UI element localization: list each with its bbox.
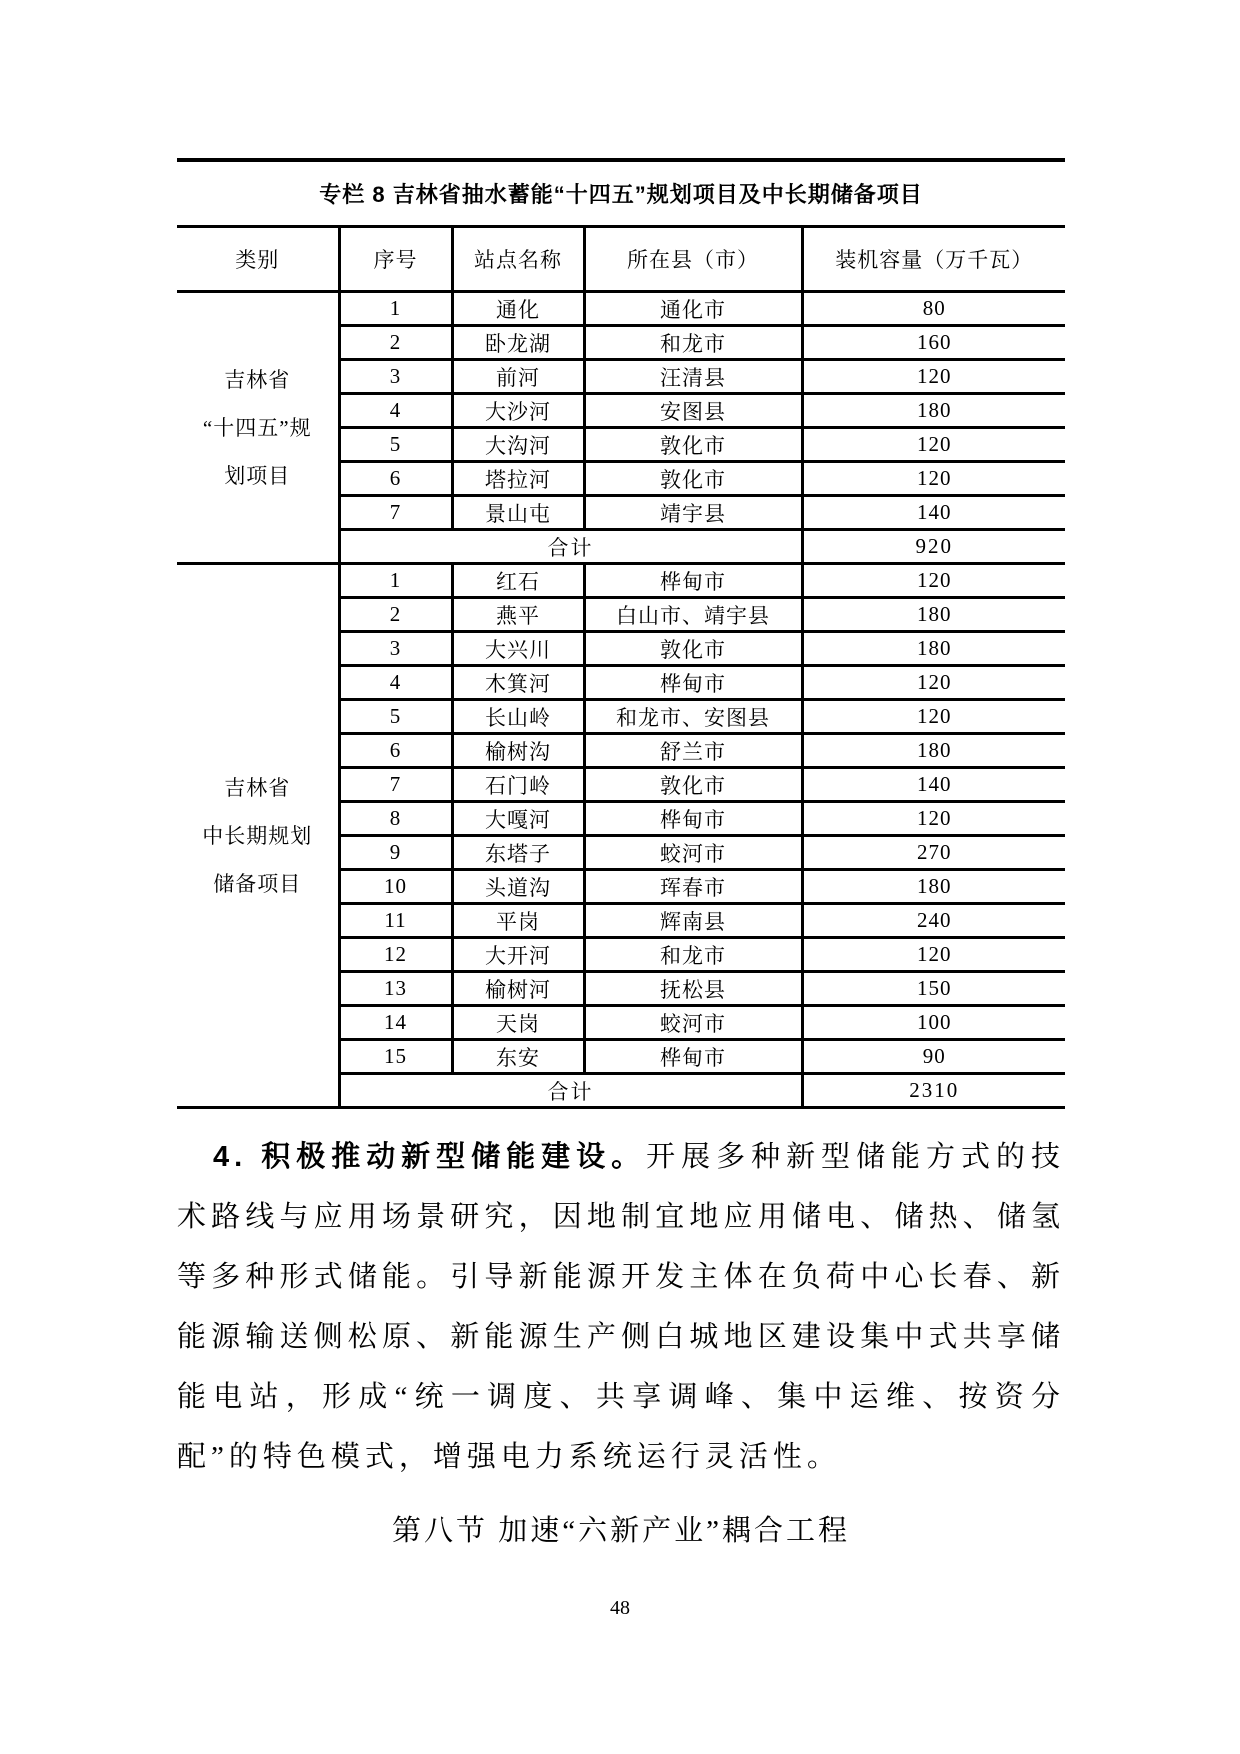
page-number: 48 (610, 1597, 630, 1619)
total-value-cell: 2310 (802, 1074, 1065, 1108)
county-cell: 敦化市 (584, 632, 802, 666)
capacity-cell: 100 (802, 1006, 1065, 1040)
paragraph-body: 开展多种新型储能方式的技术路线与应用场景研究，因地制宜地应用储电、储热、储氢等多种形式储能。引导新能源开发主体在负荷中心长春、新能源输送侧松原、新能源生产侧白城地区建设集中式共享储能电站，形成“统一调度、共享调峰、集中运维、按资分配”的特色模式，增强电力系统运行灵活性。 (177, 1141, 1065, 1473)
row-index-cell: 4 (339, 666, 452, 700)
station-name-cell: 通化 (452, 292, 584, 326)
station-name-cell: 木箕河 (452, 666, 584, 700)
category-line: 储备项目 (213, 871, 302, 896)
row-index-cell: 5 (339, 428, 452, 462)
county-cell: 敦化市 (584, 462, 802, 496)
station-name-cell: 大嘎河 (452, 802, 584, 836)
station-name-cell: 大兴川 (452, 632, 584, 666)
capacity-cell: 180 (802, 734, 1065, 768)
row-index-cell: 8 (339, 802, 452, 836)
station-name-cell: 榆树河 (452, 972, 584, 1006)
county-cell: 舒兰市 (584, 734, 802, 768)
capacity-cell: 180 (802, 394, 1065, 428)
county-cell: 桦甸市 (584, 666, 802, 700)
station-name-cell: 东安 (452, 1040, 584, 1074)
county-cell: 抚松县 (584, 972, 802, 1006)
header-capacity: 装机容量（万千瓦） (802, 227, 1065, 292)
station-name-cell: 大沟河 (452, 428, 584, 462)
county-cell: 桦甸市 (584, 802, 802, 836)
county-cell: 敦化市 (584, 768, 802, 802)
row-index-cell: 11 (339, 904, 452, 938)
category-line: 划项目 (224, 463, 291, 488)
row-index-cell: 2 (339, 598, 452, 632)
section-heading: 第八节 加速“六新产业”耦合工程 (392, 1515, 850, 1547)
total-label-cell: 合计 (339, 1074, 802, 1108)
capacity-cell: 180 (802, 870, 1065, 904)
station-name-cell: 榆树沟 (452, 734, 584, 768)
station-name-cell: 天岗 (452, 1006, 584, 1040)
row-index-cell: 12 (339, 938, 452, 972)
row-index-cell: 3 (339, 632, 452, 666)
capacity-cell: 270 (802, 836, 1065, 870)
county-cell: 蛟河市 (584, 836, 802, 870)
capacity-cell: 140 (802, 768, 1065, 802)
total-value-cell: 920 (802, 530, 1065, 564)
capacity-cell: 150 (802, 972, 1065, 1006)
row-index-cell: 4 (339, 394, 452, 428)
county-cell: 珲春市 (584, 870, 802, 904)
county-cell: 蛟河市 (584, 1006, 802, 1040)
total-label-cell: 合计 (339, 530, 802, 564)
row-index-cell: 7 (339, 496, 452, 530)
category-line: 中长期规划 (202, 823, 313, 848)
capacity-cell: 120 (802, 360, 1065, 394)
county-cell: 汪清县 (584, 360, 802, 394)
station-name-cell: 头道沟 (452, 870, 584, 904)
station-name-cell: 卧龙湖 (452, 326, 584, 360)
page-content (177, 158, 1065, 1553)
category-line: 吉林省 (224, 367, 291, 392)
row-index-cell: 6 (339, 734, 452, 768)
station-name-cell: 东塔子 (452, 836, 584, 870)
county-cell: 和龙市 (584, 326, 802, 360)
category-cell (177, 564, 339, 1108)
row-index-cell: 9 (339, 836, 452, 870)
station-name-cell: 景山屯 (452, 496, 584, 530)
capacity-cell: 90 (802, 1040, 1065, 1074)
pumped-storage-table (177, 225, 1065, 1109)
row-index-cell: 15 (339, 1040, 452, 1074)
capacity-cell: 240 (802, 904, 1065, 938)
capacity-cell: 120 (802, 802, 1065, 836)
station-name-cell: 红石 (452, 564, 584, 598)
category-cell (177, 292, 339, 564)
row-index-cell: 14 (339, 1006, 452, 1040)
capacity-cell: 120 (802, 462, 1065, 496)
county-cell: 和龙市 (584, 938, 802, 972)
header-index: 序号 (339, 227, 452, 292)
county-cell: 敦化市 (584, 428, 802, 462)
capacity-cell: 160 (802, 326, 1065, 360)
body-paragraph (177, 1127, 1065, 1487)
table-header-row (177, 227, 1065, 292)
category-line: “十四五”规 (202, 415, 312, 440)
row-index-cell: 5 (339, 700, 452, 734)
county-cell: 桦甸市 (584, 564, 802, 598)
station-name-cell: 大开河 (452, 938, 584, 972)
row-index-cell: 6 (339, 462, 452, 496)
row-index-cell: 7 (339, 768, 452, 802)
capacity-cell: 180 (802, 598, 1065, 632)
capacity-cell: 120 (802, 666, 1065, 700)
row-index-cell: 13 (339, 972, 452, 1006)
county-cell: 白山市、靖宇县 (584, 598, 802, 632)
table-row (177, 564, 1065, 598)
station-name-cell: 长山岭 (452, 700, 584, 734)
capacity-cell: 140 (802, 496, 1065, 530)
box-title: 专栏 8 吉林省抽水蓄能“十四五”规划项目及中长期储备项目 (319, 182, 923, 207)
county-cell: 和龙市、安图县 (584, 700, 802, 734)
station-name-cell: 燕平 (452, 598, 584, 632)
table-row (177, 292, 1065, 326)
station-name-cell: 塔拉河 (452, 462, 584, 496)
row-index-cell: 2 (339, 326, 452, 360)
capacity-cell: 120 (802, 700, 1065, 734)
header-station: 站点名称 (452, 227, 584, 292)
row-index-cell: 1 (339, 292, 452, 326)
category-line: 吉林省 (224, 775, 291, 800)
county-cell: 靖宇县 (584, 496, 802, 530)
station-name-cell: 前河 (452, 360, 584, 394)
capacity-cell: 120 (802, 428, 1065, 462)
capacity-cell: 180 (802, 632, 1065, 666)
station-name-cell: 平岗 (452, 904, 584, 938)
header-category: 类别 (177, 227, 339, 292)
paragraph-lead: 4. 积极推动新型储能建设。 (213, 1141, 647, 1173)
capacity-cell: 120 (802, 938, 1065, 972)
header-county: 所在县（市） (584, 227, 802, 292)
county-cell: 辉南县 (584, 904, 802, 938)
county-cell: 桦甸市 (584, 1040, 802, 1074)
column-box (177, 158, 1065, 1109)
station-name-cell: 大沙河 (452, 394, 584, 428)
station-name-cell: 石门岭 (452, 768, 584, 802)
table-body (177, 292, 1065, 1108)
row-index-cell: 3 (339, 360, 452, 394)
county-cell: 通化市 (584, 292, 802, 326)
capacity-cell: 80 (802, 292, 1065, 326)
capacity-cell: 120 (802, 564, 1065, 598)
row-index-cell: 10 (339, 870, 452, 904)
county-cell: 安图县 (584, 394, 802, 428)
row-index-cell: 1 (339, 564, 452, 598)
